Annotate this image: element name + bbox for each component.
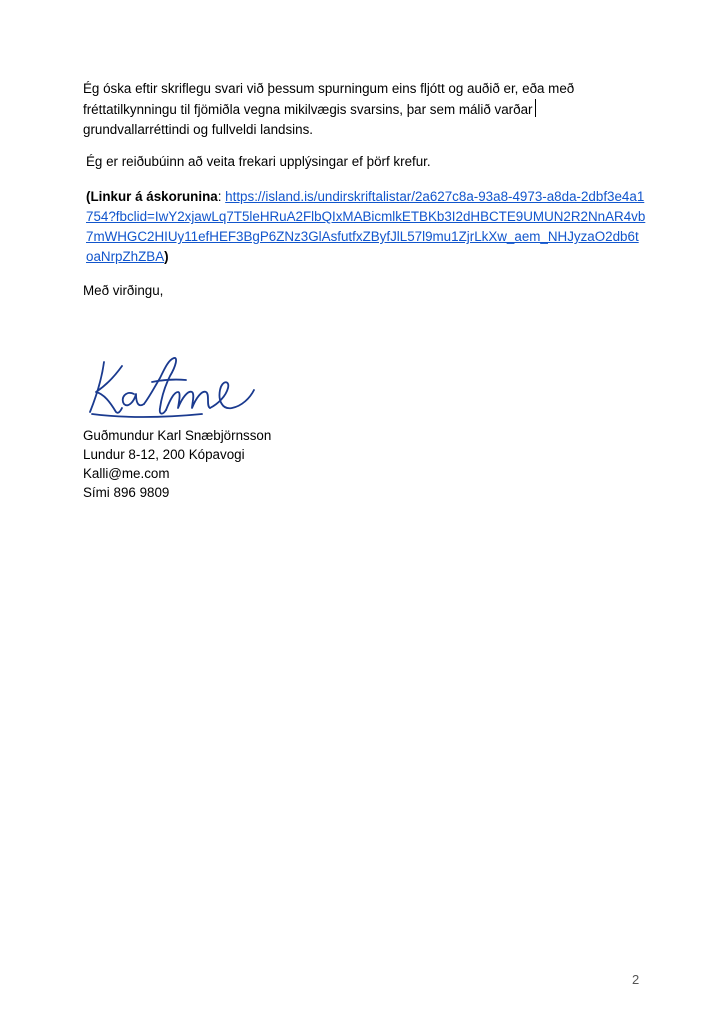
sender-phone: Sími 896 9809: [83, 485, 170, 500]
sender-email: Kalli@me.com: [83, 466, 170, 481]
close-paren: ): [164, 249, 169, 264]
paragraph-link: [86, 187, 646, 267]
paragraph-line: grundvallarréttindi og fullveldi landsins.: [83, 122, 314, 137]
sender-address: Lundur 8-12, 200 Kópavogi: [83, 447, 245, 462]
petition-link[interactable]: https://island.is/undirskriftalistar/2a627c8a-93a8-4973-a8da-2dbf3e4a1754?fbclid=IwY2xjawLq7T5leHRuA2FlbQIxMABicmlkETBKb3I2dHBCTE9UMUN2R2NnAR4vb7mWHGC2HIUy11efHEF3BgP6ZNz3GlAsfutfxZByfJlL57l9mu1ZjrLkXw_aem_NHJyzaO2db6toaNrpZhZBA: [86, 189, 646, 264]
sender-name: Guðmundur Karl Snæbjörnsson: [83, 428, 272, 443]
open-paren: (: [86, 189, 91, 204]
closing-text: Með virðingu,: [83, 283, 164, 298]
sender-contact-block: [83, 426, 271, 502]
handwritten-signature-icon: [82, 352, 267, 422]
paragraph-more-info: Ég er reiðubúinn að veita frekari upplýsingar ef þörf krefur.: [86, 154, 431, 169]
text-cursor: [535, 99, 536, 117]
paragraph-line: Ég óska eftir skriflegu svari við þessum spurningum eins fljótt og auðið er, eða með: [83, 81, 575, 96]
link-separator: :: [217, 189, 226, 204]
page-number: 2: [632, 972, 640, 987]
paragraph-line: fréttatilkynningu til fjömiðla vegna mikilvægis svarsins, þar sem málið varðar: [83, 102, 533, 117]
link-label: Linkur á áskorunina: [90, 189, 218, 204]
paragraph-request-response: [83, 79, 643, 140]
